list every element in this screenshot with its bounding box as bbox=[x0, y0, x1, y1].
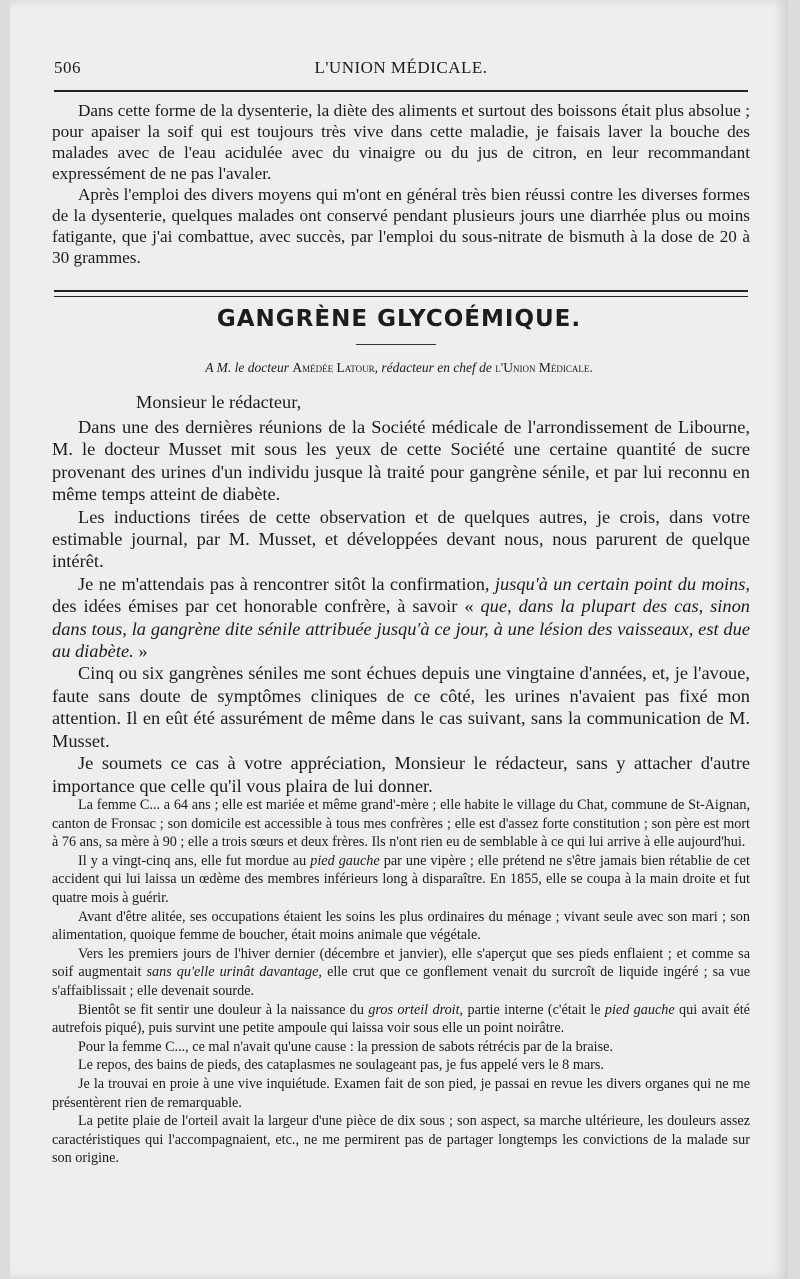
dedication-line bbox=[10, 360, 788, 376]
text-run: Bientôt se fit sentir une douleur à la naissance du bbox=[78, 1001, 369, 1018]
intro-paragraph: Après l'emploi des divers moyens qui m'ont en général très bien réussi contre les diverses formes de la dysenterie, quelques malades ont conservé pendant plusieurs jours une diarrhée plus ou moins fatigante, que j'ai combattue, avec succès, par l'emploi du sous-nitrate de bismuth à la dose de 20 à 30 grammes. bbox=[52, 185, 750, 267]
italic-run: sans qu'elle urinât davantage, bbox=[146, 964, 322, 981]
running-header bbox=[54, 58, 748, 84]
text-run: Vers les premiers jours de l'hiver dernier (décembre et janvier), elle s'aperçut que ses pieds enflaient ; et comme sa soif augmentait bbox=[52, 945, 750, 981]
title-underline bbox=[356, 344, 436, 345]
letter-paragraph: Je soumets ce cas à votre appréciation, Monsieur le rédacteur, sans y attacher d'autre importance que celle qu'il vous plaira de lui donner. bbox=[52, 753, 750, 796]
text-run: elle crut que ce gonflement venait du surcroît de liquide ingéré ; sa vue s'affaiblissait ; elle devenait sourde. bbox=[52, 964, 750, 999]
case-paragraph bbox=[52, 945, 750, 1001]
case-report bbox=[52, 796, 750, 1168]
intro-paragraph: Dans cette forme de la dysenterie, la diète des aliments et surtout des boissons était plus absolue ; pour apaiser la soif qui est toujours très vive dans cette maladie, je faisais laver la bouche des malades avec de l'eau acidulée avec du vinaigre ou du jus de citron, en leur recommandant expressément de ne pas l'avaler. bbox=[52, 101, 750, 183]
dedication-journal: l'Union Médicale. bbox=[495, 360, 593, 375]
page-number: 506 bbox=[54, 58, 81, 77]
confirmation-paragraph bbox=[52, 573, 750, 663]
letter-text bbox=[52, 416, 750, 797]
italic-run: que, dans la plupart des cas, sinon dans tous, la gangrène dite sénile attribuée jusqu'à ce jour, à une lésion des vaisseaux, est due au diabète. bbox=[52, 596, 751, 662]
dedication-surname: Latour bbox=[336, 360, 375, 375]
text-run: partie interne (c'était le bbox=[463, 1001, 605, 1018]
salutation: Monsieur le rédacteur, bbox=[136, 392, 302, 412]
case-paragraph: La petite plaie de l'orteil avait la largeur d'une pièce de dix sous ; son aspect, sa marche ultérieure, les douleurs assez caractéristiques qui l'accompagnaient, etc., ne me permirent pas de partager longtemps les convictions de la malade sur son origine. bbox=[52, 1113, 750, 1167]
case-paragraph: Pour la femme C..., ce mal n'avait qu'une cause : la pression de sabots rétrécis par de la braise. bbox=[78, 1038, 613, 1055]
case-paragraph: Avant d'être alitée, ses occupations étaient les soins les plus ordinaires du ménage ; vivant seule avec son mari ; son alimentation, quoique femme de boucher, était moins animale que végétale. bbox=[52, 908, 750, 944]
case-paragraph bbox=[52, 1001, 750, 1038]
italic-run: pied gauche bbox=[604, 1001, 675, 1018]
case-paragraph: Le repos, des bains de pieds, des cataplasmes ne soulageant pas, je fus appelé vers le 8 mars. bbox=[78, 1057, 604, 1074]
text-run: Je ne m'attendais pas à rencontrer sitôt la confirmation, bbox=[78, 573, 495, 594]
text-run: par une vipère ; elle prétend ne s'être jamais bien rétablie de cet accident qui lui laissa un œdème des membres inférieurs long à disparaître. En 1855, elle se coupa à la main droite et fut quatre mois à guérir. bbox=[52, 852, 750, 906]
text-run: » bbox=[133, 641, 148, 662]
letter-paragraph: Les inductions tirées de cette observation et de quelques autres, je crois, dans votre estimable journal, par M. Musset, et développées devant nous, nous parurent de quelque intérêt. bbox=[52, 506, 750, 572]
book-page bbox=[10, 0, 788, 1279]
letter-paragraph: Dans une des dernières réunions de la Société médicale de l'arrondissement de Libourne, M. le docteur Musset mit sous les yeux de cette Société une certaine quantité de sucre provenant des urines d'un individu jusque là traité pour gangrène sénile, et par lui reconnu en même temps atteint de diabète. bbox=[52, 417, 750, 505]
dedication-name: Amédée bbox=[292, 360, 334, 375]
journal-title: L'UNION MÉDICALE. bbox=[314, 58, 488, 77]
case-paragraph: La femme C... a 64 ans ; elle est mariée et même grand'-mère ; elle habite le village du Chat, commune de St-Aignan, canton de Fronsac ; son domicile est accessible à tous mes confrères ; elle est d'assez forte constitution ; son père est mort à 76 ans, sa mère à 90 ; elle a trois sœurs et deux frères. Ils n'ont rien eu de semblable à ce qui lui arrive à elle aujourd'hui. bbox=[52, 797, 750, 851]
italic-run: gros orteil droit, bbox=[368, 1001, 464, 1018]
italic-run: jusqu'à un certain point du moins, bbox=[494, 573, 751, 594]
intro-text bbox=[52, 100, 750, 268]
italic-run: pied gauche bbox=[310, 852, 380, 869]
letter-paragraph: Cinq ou six gangrènes séniles me sont échues depuis une vingtaine d'années, et, je l'avoue, faute sans doute de symptômes cliniques de ce côté, les urines n'avaient pas fixé mon attention. Il en eût été assurément de même dans le cas suivant, sans la communication de M. Musset. bbox=[52, 663, 750, 751]
header-rule bbox=[54, 90, 748, 92]
dedication-prefix: A M. le docteur bbox=[205, 360, 289, 375]
section-divider bbox=[54, 290, 748, 297]
text-run: qui avait été autrefois piqué), puis survint une petite ampoule qui laissa voir sous elle un point noirâtre. bbox=[52, 1001, 750, 1037]
text-run: Il y a vingt-cinq ans, elle fut mordue au bbox=[78, 852, 311, 869]
dedication-middle: , rédacteur en chef de bbox=[374, 360, 492, 375]
case-paragraph: Je la trouvai en proie à une vive inquiétude. Examen fait de son pied, je passai en revue les divers organes qui ne me présentèrent rien de remarquable. bbox=[52, 1075, 750, 1111]
case-paragraph bbox=[52, 852, 750, 908]
text-run: des idées émises par cet honorable confrère, à savoir « bbox=[52, 596, 481, 617]
section-title: GANGRÈNE GLYCOÉMIQUE. bbox=[216, 306, 582, 332]
